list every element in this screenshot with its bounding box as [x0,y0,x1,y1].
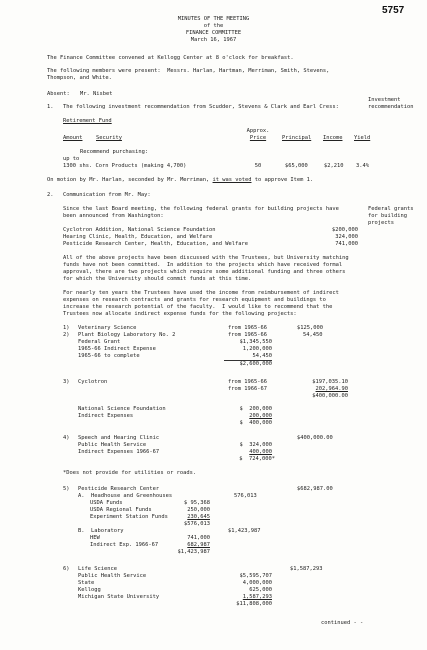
project-amount: $400,000.00 [297,435,333,441]
item-1-text: The following investment recommendation from Scudder, Stevens & Clark and Earl Cress: [63,104,339,110]
item-1-number: 1. [47,104,54,110]
funding-total: $2,600,000 [224,360,272,367]
funding-label: USDA Regional Funds [90,507,152,513]
fund-name: Retirement Fund [63,118,112,124]
absent-label: Absent: [47,91,70,97]
funding-value: $ 95,368 [184,500,210,506]
margin-note: Federal grants [368,206,414,212]
funding-value: 1,200,000 [242,346,272,352]
project-number: 2) [63,332,70,338]
funding-label: Federal Grant [78,339,121,345]
subproject-b-label: B. Laboratory [78,528,124,534]
para2-line-4: for which the University should commit funds at this time. [63,276,252,282]
motion-pre: On motion by Mr. Harlan, seconded by Mr. Merriman, [47,177,213,183]
subproject-b-value: $1,423,987 [228,528,261,534]
funding-label: Public Health Service [78,573,147,579]
funding-label: Experiment Station Funds [90,514,168,520]
grant-amount: 324,000 [335,234,358,240]
col-price: Price [249,135,267,141]
funding-label: Indirect Exp. 1966-67 [90,542,159,548]
funding-label: State [78,580,95,586]
item-2-number: 2. [47,192,54,198]
recommend-purchasing: Recommend purchasing: [80,149,149,155]
project-amount: $682,987.00 [297,486,333,492]
funding-value: 400,000 [249,449,272,455]
subproject-a-label: A. Headhouse and Greenhouses [78,493,173,499]
funding-value: 4,000,000 [242,580,272,586]
project-amount: $125,000 [297,325,323,331]
funding-value: 200,000 [249,413,272,419]
funding-value: $5,595,707 [239,573,272,579]
project-amount: 202,964.90 [315,386,348,392]
motion-post: to approve Item 1. [251,177,314,183]
margin-note: projects [368,220,394,226]
para1-line-2: been announced from Washington: [63,213,164,219]
project-number: 4) [63,435,70,441]
para3-line-1: For nearly ten years the Trustees have used the income from reimbursement of indirect [63,290,339,296]
funding-label: 1965-66 Indirect Expense [78,346,156,352]
para2-line-1: All of the above projects have been discussed with the Trustees, but University matching [63,255,349,261]
motion-voted: it was voted [212,177,252,183]
project-label: Veterinary Science [78,325,137,331]
item-2-text: Communication from Mr. May: [63,192,151,198]
present-line-2: Thompson, and White. [47,75,112,81]
funding-value: 625,000 [249,587,272,593]
para2-line-3: approval, there are two projects which require some additional funding and three others [63,269,346,275]
project-total: $400,000.00 [312,393,348,399]
page-number: 5757 [382,5,405,16]
project-period: from 1965-66 [228,379,267,385]
col-principal: Principal [282,135,312,141]
yield-cell: 3.4% [356,163,369,169]
para3-line-2: expenses on research contracts and grants for research equipment and buildings to [63,297,326,303]
funding-total: $576,013 [184,521,210,527]
header-of: of the [203,23,224,29]
margin-note: recommendation [368,104,414,110]
margin-note: for building [368,213,407,219]
project-period: from 1966-67 [228,386,267,392]
present-line-1: The following members were present: Messrs. Harlan, Hartman, Merriman, Smith, Stevens, [47,68,330,74]
funding-value: 682,987 [187,542,210,548]
para1-line-1: Since the last Board meeting, the following federal grants for building projects have [63,206,339,212]
funding-label: National Science Foundation [78,406,166,412]
project-label: Cyclotron [78,379,108,385]
funding-total: $11,808,000 [236,601,272,607]
project-amount: $1,587,293 [290,566,323,572]
header-title: MINUTES OF THE MEETING [177,16,250,22]
col-amount: Amount [63,135,83,141]
funding-total: $1,423,987 [177,549,210,555]
grant-name: Pesticide Research Center, Health, Education, and Welfare [63,241,248,247]
funding-value: 1,587,293 [242,594,272,600]
project-number: 5) [63,486,70,492]
motion-line [47,177,313,183]
project-number: 3) [63,379,70,385]
continued-marker: continued - - [321,620,364,626]
funding-label: Kellogg [78,587,101,593]
project-label: Life Science [78,566,117,572]
footnote: *Does not provide for utilities or roads. [63,470,197,476]
project-period: from 1965-66 [228,332,267,338]
up-to: up to [63,156,80,162]
price-cell: 50 [254,163,262,169]
project-amount: 54,450 [303,332,323,338]
grant-amount: 741,000 [335,241,358,247]
para2-line-2: funds have not been committed. In addition to the projects which have received formal [63,262,343,268]
project-label: Speech and Hearing Clinic [78,435,160,441]
principal-cell: $65,000 [285,163,308,169]
security-cell: 1300 shs. Corn Products (making 4,700) [63,163,187,169]
margin-note: Investment [368,97,401,103]
header-committee: FINANCE COMMITTEE [185,30,242,36]
project-number: 1) [63,325,70,331]
funding-value: $ 324,000 [239,442,272,448]
grant-name: Cyclotron Addition, National Science Foundation [63,227,216,233]
funding-label: HEW [90,535,100,541]
col-income: Income [323,135,343,141]
funding-label: 1965-66 to complete [78,353,140,359]
funding-label: Indirect Expenses [78,413,134,419]
para3-line-3: increase the research potential of the faculty. I would like to recommend that the [63,304,333,310]
grant-amount: $200,000 [332,227,358,233]
project-number: 6) [63,566,70,572]
funding-value: 54,450 [252,353,272,359]
para3-line-4: Trustees now allocate indirect expense funds for the following projects: [63,311,297,317]
funding-label: USDA Funds [90,500,123,506]
funding-value: 230,645 [187,514,210,520]
funding-value: $1,345,550 [239,339,272,345]
intro-text: The Finance Committee convened at Kellogg Center at 8 o'clock for breakfast. [47,55,294,61]
header-date: March 16, 1967 [190,37,237,43]
absent-name: Mr. Nisbet [80,91,113,97]
grant-name: Hearing Clinic, Health, Education, and Welfare [63,234,213,240]
funding-label: Public Health Service [78,442,147,448]
project-label: Plant Biology Laboratory No. 2 [78,332,176,338]
project-label: Pesticide Research Center [78,486,160,492]
funding-sum: $ 724,000* [239,456,275,462]
funding-sum: $ 400,000 [239,420,272,426]
funding-value: $ 200,000 [239,406,272,412]
col-yield: Yield [354,135,371,141]
funding-value: 741,000 [187,535,210,541]
project-amount: $197,035.10 [312,379,348,385]
subproject-a-value: 576,013 [234,493,257,499]
col-security: Security [96,135,122,141]
col-approx: Approx. [246,128,270,134]
income-cell: $2,210 [324,163,344,169]
funding-label: Michigan State University [78,594,160,600]
funding-value: 250,000 [187,507,210,513]
project-period: from 1965-66 [228,325,267,331]
funding-label: Indirect Expenses 1966-67 [78,449,160,455]
